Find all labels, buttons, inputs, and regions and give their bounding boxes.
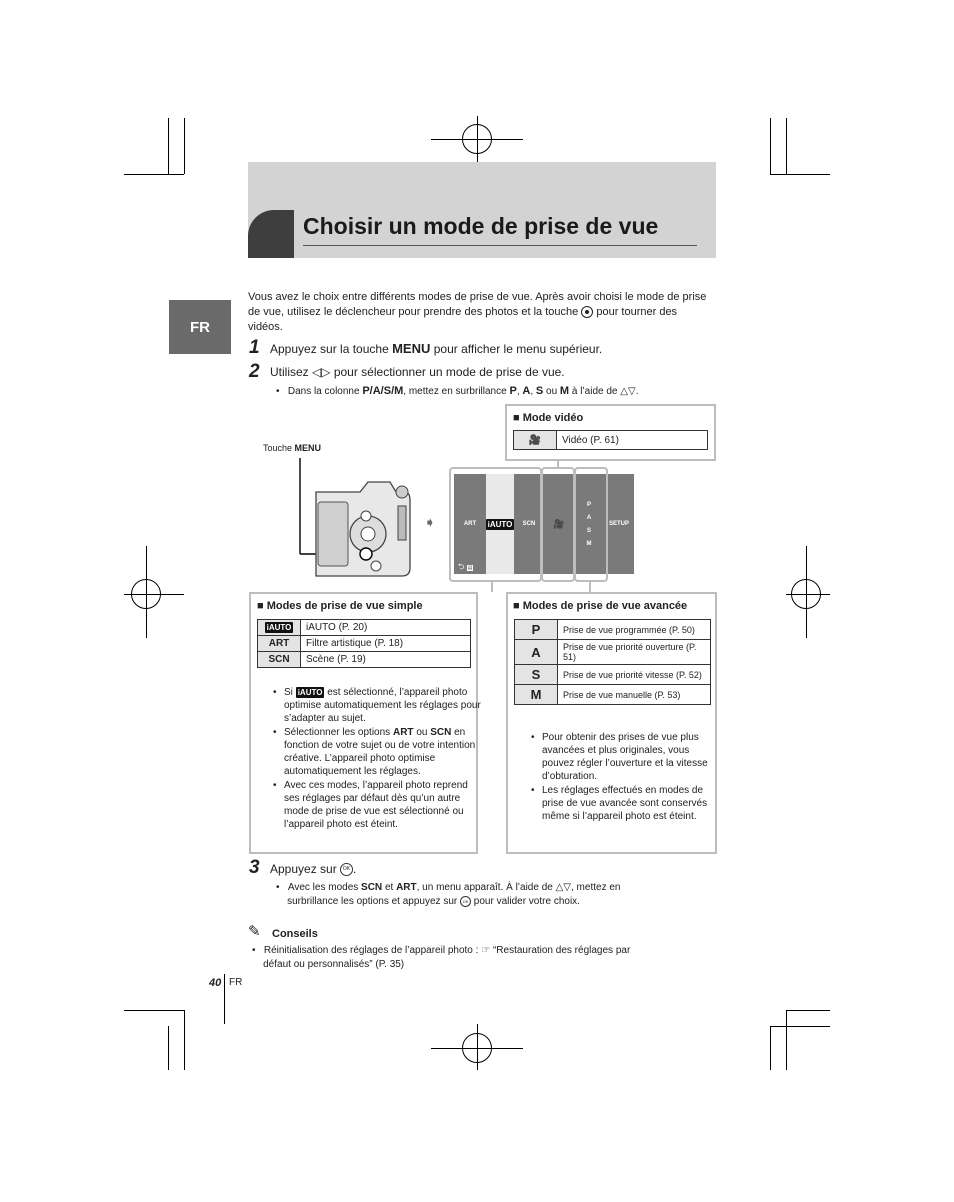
- m-mode-icon: M: [515, 685, 558, 705]
- menu-key-label: MENU: [392, 341, 431, 356]
- simple-modes-title: ■ Modes de prise de vue simple: [257, 600, 423, 612]
- crop-mark: [770, 118, 771, 174]
- crop-mark: [124, 174, 184, 175]
- page-number: 40: [209, 977, 222, 989]
- table-row: [514, 431, 708, 450]
- menu-scn[interactable]: SCN: [522, 521, 536, 527]
- up-down-arrows-icon: △▽: [555, 882, 571, 893]
- iauto-icon: iAUTO: [258, 620, 301, 636]
- step2-text: Utilisez ◁▷ pour sélectionner un mode de prise de vue.: [270, 365, 565, 379]
- step1-text: Appuyez sur la touche MENU pour afficher le menu supérieur.: [270, 341, 603, 356]
- footer-divider: [224, 974, 225, 1024]
- title-banner: [248, 162, 716, 258]
- mode-video-title: ■ Mode vidéo: [513, 412, 584, 424]
- step-number: 2: [249, 361, 260, 382]
- p-mode-icon: P: [515, 620, 558, 640]
- page-title: Choisir un mode de prise de vue: [303, 213, 659, 239]
- table-row: P Prise de vue programmée (P. 50): [515, 620, 711, 640]
- camera-illustration: [290, 456, 420, 578]
- menu-pasm[interactable]: P A S M: [586, 501, 592, 547]
- step2-bullet: • Dans la colonne P/A/S/M, mettez en surbrillance P, A, S ou M à l’aide de △▽.: [276, 385, 639, 397]
- arrow-right-icon: ➧: [424, 514, 436, 530]
- advanced-modes-title: ■ Modes de prise de vue avancée: [513, 600, 688, 612]
- step3-text: Appuyez sur OK .: [270, 862, 357, 876]
- left-right-arrows-icon: ◁▷: [312, 365, 331, 379]
- title-tab: [248, 210, 294, 258]
- list-item: • Sélectionner les options ART ou SCN en fonction de votre sujet ou de votre intention créative. L’appareil photo optimise automatiquement les réglages.: [284, 726, 484, 778]
- menu-iauto[interactable]: iAUTO: [486, 474, 514, 574]
- crop-mark: [124, 1010, 184, 1011]
- crop-mark: [184, 118, 185, 174]
- crop-mark: [770, 1026, 830, 1027]
- s-mode-icon: S: [515, 665, 558, 685]
- art-icon: ART: [258, 636, 301, 652]
- intro-text: Vous avez le choix entre différents modes de prise de vue. Après avoir choisi le mode de prise de vue, utilisez le déclencheur pour prendre des photos et la touche: [248, 291, 707, 318]
- registration-circle: [131, 579, 161, 609]
- registration-circle: [462, 1033, 492, 1063]
- menu-art[interactable]: ART: [463, 521, 477, 527]
- table-row: S Prise de vue priorité vitesse (P. 52): [515, 665, 711, 685]
- table-row: M Prise de vue manuelle (P. 53): [515, 685, 711, 705]
- crop-mark: [770, 1026, 771, 1070]
- title-rule: [303, 245, 697, 246]
- table-row: A Prise de vue priorité ouverture (P. 51): [515, 640, 711, 665]
- tips-icon: ✎: [248, 923, 261, 940]
- list-item: • Avec ces modes, l’appareil photo reprend ses réglages par défaut dès qu’un autre mode de prise de vue est sélectionné ou l’appareil photo est éteint.: [284, 779, 484, 831]
- intro-text-end: pour tourner des vidéos.: [248, 306, 678, 333]
- a-mode-icon: A: [515, 640, 558, 665]
- crop-mark: [184, 1010, 185, 1070]
- mode-video-box: [505, 404, 716, 461]
- language-tab: FR: [169, 300, 231, 354]
- scn-icon: SCN: [258, 652, 301, 668]
- movie-camera-icon: 🎥: [514, 431, 557, 450]
- highlight-advanced: [574, 467, 608, 582]
- back-icon: ⮌ ▤: [458, 562, 473, 571]
- table-row: iAUTO iAUTO (P. 20): [258, 620, 471, 636]
- crop-mark: [770, 174, 830, 175]
- list-item: • Les réglages effectués en modes de prise de vue avancée sont conservés même si l’appareil photo est éteint.: [542, 784, 724, 823]
- simple-modes-box: [249, 592, 481, 854]
- tips-line: • Réinitialisation des réglages de l’appareil photo : ☞ “Restauration des réglages par défaut ou personnalisés” (P. 35): [252, 945, 631, 970]
- registration-circle: [462, 124, 492, 154]
- highlight-simple: [449, 467, 542, 582]
- ok-button-icon: OK: [460, 896, 471, 907]
- intro-paragraph: [248, 290, 713, 335]
- table-cell: Vidéo (P. 61): [557, 431, 708, 450]
- step-number: 1: [249, 337, 260, 358]
- crop-mark: [786, 118, 787, 174]
- footer-lang: FR: [229, 977, 243, 988]
- highlight-video: [541, 467, 575, 582]
- table-row: SCN Scène (P. 19): [258, 652, 471, 668]
- reference-icon: ☞: [481, 945, 491, 956]
- step-number: 3: [249, 857, 260, 878]
- ok-button-icon: OK: [340, 863, 353, 876]
- camera-label: Touche MENU: [263, 443, 322, 453]
- up-down-arrows-icon: △▽: [620, 386, 636, 397]
- list-item: • Pour obtenir des prises de vue plus avancées et plus originales, vous pouvez régler l’ouverture et la vitesse d’obturation.: [542, 731, 724, 783]
- crop-mark: [786, 1010, 787, 1070]
- crop-mark: [786, 1010, 830, 1011]
- connector-line: [589, 580, 591, 592]
- crop-mark: [168, 1026, 169, 1070]
- menu-setup[interactable]: SETUP: [608, 521, 629, 527]
- list-item: • Si iAUTO est sélectionné, l’appareil photo optimise automatiquement les réglages pour s’adapter au sujet.: [284, 686, 484, 725]
- movie-button-icon: [581, 306, 593, 318]
- crop-mark: [168, 118, 169, 174]
- connector-line: [491, 580, 493, 592]
- tips-title: Conseils: [272, 928, 318, 940]
- menu-movie[interactable]: 🎥: [553, 518, 565, 529]
- step3-bullet: • Avec les modes SCN et ART, un menu apparaît. À l’aide de △▽, mettez en surbrillance les options et appuyez sur OK pour valider votre choix.: [276, 882, 621, 907]
- advanced-modes-box: [506, 592, 717, 854]
- registration-circle: [791, 579, 821, 609]
- table-row: ART Filtre artistique (P. 18): [258, 636, 471, 652]
